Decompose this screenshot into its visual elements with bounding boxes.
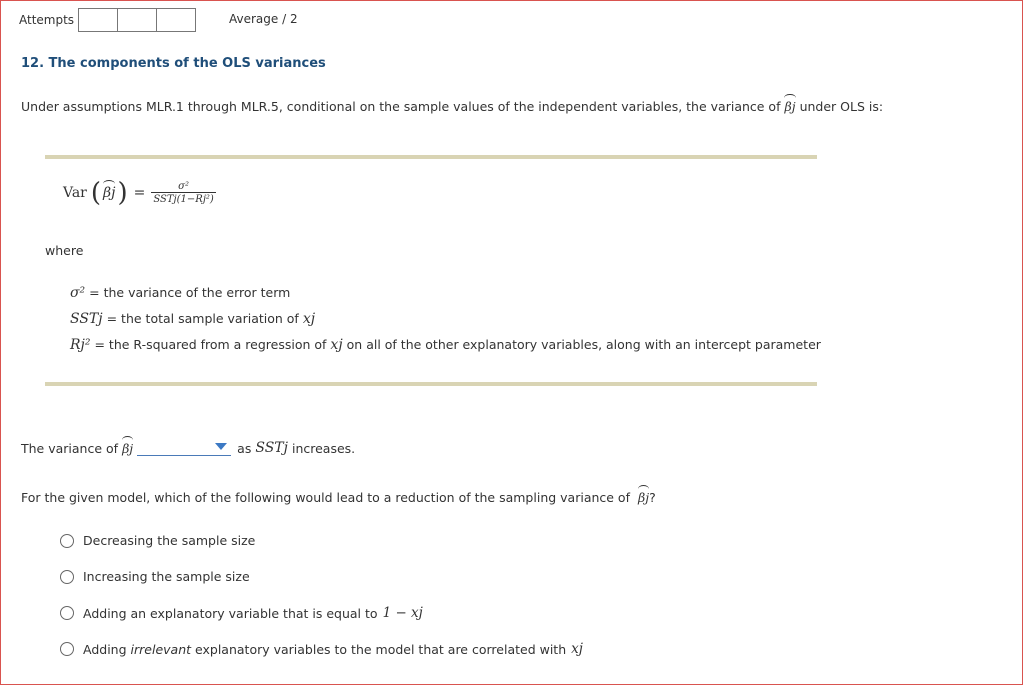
radio-option-1[interactable] bbox=[60, 534, 74, 548]
q2-beta-hat: βj bbox=[637, 490, 650, 505]
equals-sign: = bbox=[133, 185, 146, 201]
definition-sst-symbol: SSTj bbox=[70, 311, 103, 327]
average-separator: / bbox=[282, 12, 287, 26]
option-4-label-b[interactable]: explanatory variables to the model that are correlated with bbox=[195, 641, 567, 657]
definition-r2-xj: xj bbox=[330, 337, 343, 353]
average-max: 2 bbox=[289, 12, 298, 26]
option-4-math[interactable]: xj bbox=[571, 641, 583, 657]
definition-sigma bbox=[70, 285, 290, 301]
option-add-complement-variable[interactable] bbox=[60, 605, 423, 621]
fraction-denominator: SSTj(1−Rj²) bbox=[153, 194, 214, 205]
option-3-math[interactable]: 1 − xj bbox=[382, 605, 423, 621]
beta-hat-symbol: βj bbox=[784, 99, 796, 114]
question-1 bbox=[21, 437, 355, 456]
attempt-box-3 bbox=[156, 8, 196, 32]
q1-text-before: The variance of bbox=[21, 441, 119, 456]
question-title: 12. The components of the OLS variances bbox=[21, 56, 326, 71]
intro-text-before: Under assumptions MLR.1 through MLR.5, conditional on the sample values of the independent variables, the variance of bbox=[21, 99, 781, 114]
q2-question-mark: ? bbox=[649, 490, 656, 505]
definition-sigma-text: = the variance of the error term bbox=[89, 285, 291, 300]
question-intro bbox=[21, 99, 883, 114]
variance-change-dropdown[interactable] bbox=[137, 437, 231, 456]
formula-box-bottom-rule bbox=[45, 382, 817, 386]
fraction-numerator: σ² bbox=[178, 181, 190, 192]
definition-r2 bbox=[70, 337, 821, 353]
radio-option-4[interactable] bbox=[60, 642, 74, 656]
option-4-label-a[interactable]: Adding bbox=[83, 641, 127, 657]
average-score bbox=[229, 12, 298, 26]
option-decrease-sample-size[interactable] bbox=[60, 533, 255, 548]
intro-text-after: under OLS is: bbox=[799, 99, 884, 114]
attempt-boxes bbox=[78, 8, 196, 32]
option-increase-sample-size[interactable] bbox=[60, 569, 250, 584]
attempts-row bbox=[19, 8, 196, 32]
option-3-label[interactable]: Adding an explanatory variable that is equal to bbox=[83, 605, 378, 621]
left-paren: ( bbox=[90, 178, 102, 208]
definition-sigma-symbol: σ² bbox=[70, 285, 86, 301]
question-2 bbox=[21, 490, 656, 505]
attempts-label: Attempts bbox=[19, 13, 75, 27]
definition-r2-text: = the R-squared from a regression of bbox=[94, 337, 327, 352]
q1-text-as: as bbox=[237, 441, 252, 456]
var-label: Var bbox=[63, 185, 87, 201]
fraction bbox=[151, 181, 215, 205]
where-label: where bbox=[45, 243, 84, 258]
definition-r2-tail: on all of the other explanatory variables, along with an intercept parameter bbox=[346, 337, 821, 352]
radio-option-2[interactable] bbox=[60, 570, 74, 584]
option-4-label-emphasis[interactable]: irrelevant bbox=[130, 641, 192, 657]
right-paren: ) bbox=[117, 178, 128, 208]
definition-sst-text: = the total sample variation of bbox=[106, 311, 299, 326]
q1-beta-hat: βj bbox=[122, 441, 134, 456]
variance-formula bbox=[63, 180, 216, 206]
q1-text-tail: increases. bbox=[291, 441, 356, 456]
option-2-label[interactable]: Increasing the sample size bbox=[83, 569, 250, 584]
definition-r2-symbol: Rj² bbox=[70, 337, 91, 353]
option-1-label[interactable]: Decreasing the sample size bbox=[83, 533, 256, 548]
q1-sst-symbol: SSTj bbox=[255, 440, 288, 456]
definition-sst-xj: xj bbox=[302, 311, 316, 327]
option-add-irrelevant-variables[interactable] bbox=[60, 641, 583, 657]
formula-box-top-rule bbox=[45, 155, 817, 159]
formula-beta-hat: βj bbox=[103, 185, 116, 201]
attempt-box-1 bbox=[78, 8, 118, 32]
average-label: Average bbox=[229, 12, 279, 26]
radio-option-3[interactable] bbox=[60, 606, 74, 620]
chevron-down-icon[interactable] bbox=[215, 443, 227, 450]
definition-sst bbox=[70, 311, 315, 327]
q2-text: For the given model, which of the following would lead to a reduction of the sampling variance of bbox=[21, 490, 630, 505]
attempt-box-2 bbox=[117, 8, 157, 32]
